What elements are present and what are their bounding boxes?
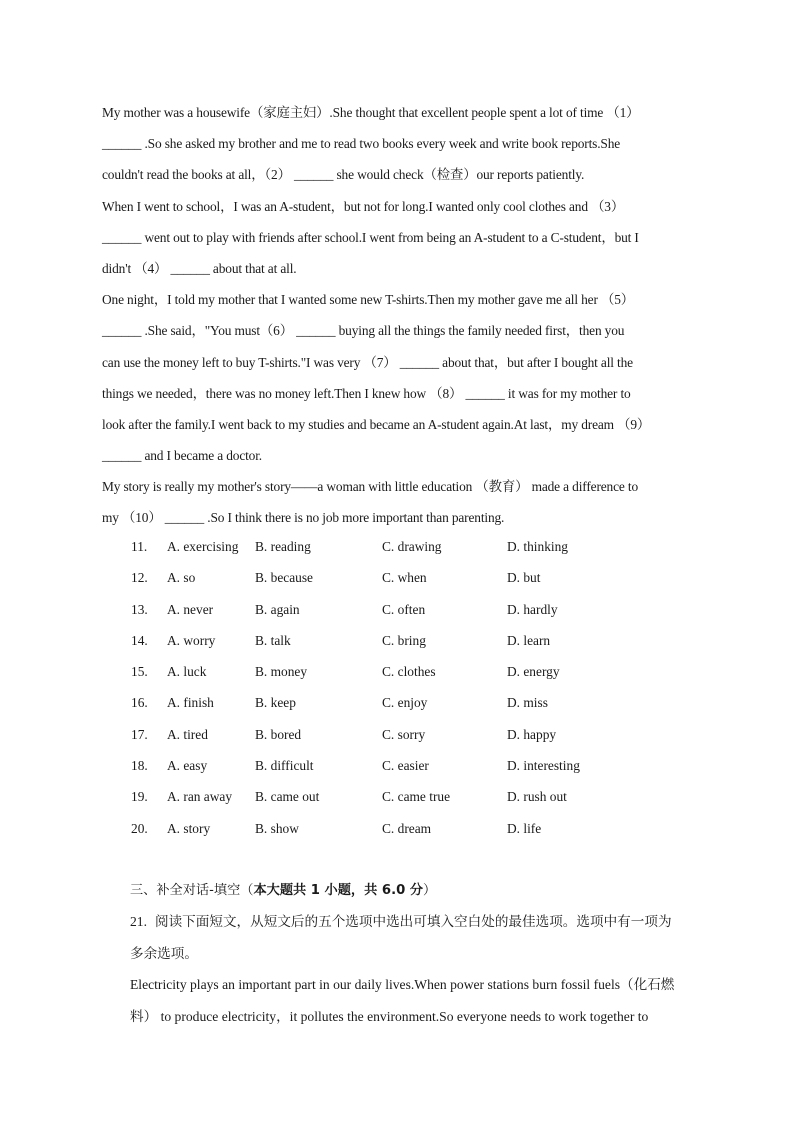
option-d[interactable]: D. learn [507,632,551,648]
option-a[interactable]: A. luck [167,664,207,680]
option-d[interactable]: D. energy [507,664,560,680]
passage-line: My mother was a housewife（家庭主妇）.She thought that excellent people spent a lot of time （1） [102,105,640,120]
option-c[interactable]: C. when [382,570,427,586]
question-number: 11. [131,539,148,554]
question-number: 17. [131,726,148,742]
option-b[interactable]: B. show [255,820,299,836]
option-row [131,817,651,848]
question-instruction: 多余选项。 [130,945,198,962]
option-d[interactable]: D. life [507,820,542,836]
answer-options [131,535,651,848]
option-row [131,691,651,722]
option-c[interactable]: C. drawing [382,539,442,554]
question-number: 16. [131,695,148,711]
option-d[interactable]: D. miss [507,695,548,711]
option-d[interactable]: D. happy [507,726,557,742]
option-b[interactable]: B. talk [255,632,291,648]
section-heading-prefix: 三、补全对话-填空（ [130,883,254,898]
option-b[interactable]: B. again [255,601,300,617]
option-row [131,566,651,597]
option-a[interactable]: A. never [167,601,214,617]
option-row [131,629,651,660]
option-d[interactable]: D. thinking [507,539,569,554]
question-instruction [130,910,710,942]
option-a[interactable]: A. story [167,820,211,836]
passage-line: my （10） ______ .So I think there is no job more important than parenting. [102,510,505,526]
option-row [131,754,651,785]
option-a[interactable]: A. easy [167,758,208,774]
passage-line: My story is really my mother's story——a woman with little education （教育） made a difference to [102,479,638,495]
section-heading-suffix: ） [423,883,437,898]
instruction-text: 阅读下面短文，从短文后的五个选项中选出可填入空白处的最佳选项。选项中有一项为 [155,914,672,930]
option-a[interactable]: A. finish [167,695,214,711]
option-c[interactable]: C. sorry [382,726,426,742]
question-number: 14. [131,632,148,648]
passage-line: didn't （4） ______ about that at all. [102,260,297,276]
option-b[interactable]: B. came out [255,789,320,805]
passage-line: ______ .She said，"You must（6） ______ buying all the things the family needed first，then you [102,323,625,339]
option-row [131,535,651,566]
option-d[interactable]: D. rush out [507,789,567,805]
option-row [131,598,651,629]
option-row [131,660,651,691]
passage-line: Electricity plays an important part in our daily lives.When power stations burn fossil fuels（化石燃 [130,977,675,992]
option-d[interactable]: D. interesting [507,758,580,774]
option-d[interactable]: D. but [507,570,541,586]
option-a[interactable]: A. worry [167,632,216,648]
section-heading [130,879,436,903]
option-c[interactable]: C. came true [382,789,451,805]
question-number: 18. [131,758,148,774]
option-b[interactable]: B. keep [255,695,296,711]
option-row [131,785,651,816]
option-b[interactable]: B. difficult [255,758,314,774]
option-a[interactable]: A. ran away [167,789,233,805]
option-c[interactable]: C. clothes [382,664,436,680]
option-b[interactable]: B. because [255,570,314,586]
option-c[interactable]: C. often [382,601,426,617]
option-c[interactable]: C. bring [382,632,426,648]
question-number: 21. [130,914,147,929]
question-number: 12. [131,570,148,586]
option-a[interactable]: A. tired [167,726,208,742]
passage-line: ______ went out to play with friends after school.I went from being an A-student to a C-student，but I [102,229,639,245]
option-c[interactable]: C. enjoy [382,695,428,711]
passage-line: couldn't read the books at all，（2） ______ she would check（检查）our reports patiently. [102,167,585,183]
passage-line: can use the money left to buy T-shirts."I was very （7） ______ about that，but after I bought all the [102,354,633,370]
passage-line: One night，I told my mother that I wanted some new T-shirts.Then my mother gave me all her （5） [102,292,634,308]
question-number: 19. [131,789,148,805]
option-a[interactable]: A. exercising [167,539,239,554]
passage-line: When I went to school，I was an A-student，but not for long.I wanted only cool clothes and （3） [102,198,625,214]
passage-line: ______ and I became a doctor. [102,448,262,464]
option-row [131,723,651,754]
passage-line: 料） to produce electricity，it pollutes the environment.So everyone needs to work together to [130,1008,649,1024]
option-b[interactable]: B. bored [255,726,302,742]
passage-line: ______ .So she asked my brother and me to read two books every week and write book reports.She [102,136,621,152]
question-number: 13. [131,601,148,617]
option-a[interactable]: A. so [167,570,196,586]
cloze-passage [102,101,702,538]
option-d[interactable]: D. hardly [507,601,558,617]
passage-line: things we needed，there was no money left.Then I knew how （8） ______ it was for my mother to [102,385,631,401]
passage-line: look after the family.I went back to my studies and became an A-student again.At last，my dream （9） [102,416,651,432]
option-b[interactable]: B. money [255,664,308,680]
question-number: 20. [131,820,148,836]
section-heading-bold: 本大题共 1 小题，共 6.0 分 [253,883,424,898]
question-number: 15. [131,664,148,680]
question-21 [130,910,710,1036]
option-b[interactable]: B. reading [255,539,311,554]
option-c[interactable]: C. dream [382,820,432,836]
option-c[interactable]: C. easier [382,758,429,774]
